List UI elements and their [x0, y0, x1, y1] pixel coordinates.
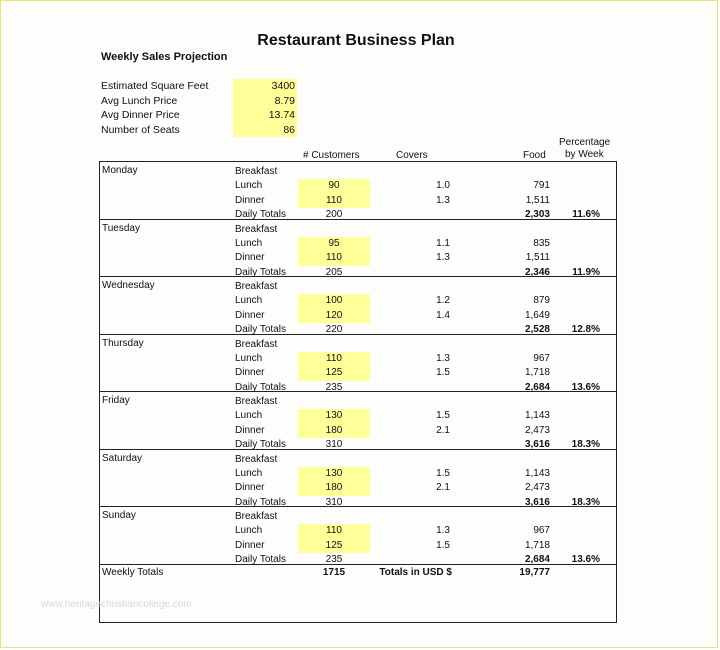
- customers-input-cell[interactable]: 100: [298, 294, 370, 308]
- meal-label: Lunch: [235, 467, 263, 479]
- meal-label: Dinner: [235, 194, 265, 206]
- meal-label: Lunch: [235, 525, 263, 537]
- day-group: [100, 277, 616, 335]
- lunch-row: [100, 352, 616, 366]
- meal-label: Daily Totals: [235, 381, 286, 393]
- breakfast-row: [100, 453, 616, 467]
- meal-label: Daily Totals: [235, 439, 286, 451]
- weekly-total-food: 19,777: [519, 567, 550, 578]
- customers-input-cell[interactable]: 90: [298, 179, 370, 193]
- food-value: 1,511: [525, 252, 550, 264]
- percentage-by-week: 11.9%: [572, 266, 600, 278]
- daily-total-food: 2,684: [524, 381, 550, 393]
- percentage-by-week: 18.3%: [571, 439, 600, 451]
- covers-value: 1.5: [436, 539, 450, 551]
- daily-total-customers: 205: [325, 266, 343, 278]
- day-group: [100, 162, 616, 220]
- meal-label: Lunch: [235, 237, 263, 249]
- weekly-totals-label: Weekly Totals: [102, 567, 164, 578]
- customers-input-cell[interactable]: 110: [298, 352, 370, 366]
- covers-value: 1.1: [436, 237, 450, 249]
- daily-total-food: 2,684: [524, 554, 550, 566]
- input-value-cell[interactable]: 8.79: [233, 94, 297, 109]
- food-value: 2,473: [524, 424, 550, 436]
- food-value: 1,718: [524, 367, 550, 379]
- food-value: 967: [533, 352, 550, 364]
- dinner-row: [100, 309, 616, 323]
- day-name: Tuesday: [102, 222, 140, 234]
- percentage-by-week: 11.6%: [572, 209, 600, 221]
- daily-total-customers: 310: [325, 439, 343, 451]
- breakfast-row: [100, 510, 616, 524]
- meal-label: Dinner: [235, 482, 265, 494]
- section-subtitle: Weekly Sales Projection: [101, 51, 228, 63]
- food-value: 1,143: [524, 467, 550, 479]
- weekly-total-customers: 1715: [322, 567, 346, 578]
- meal-label: Daily Totals: [235, 209, 286, 221]
- breakfast-row: [100, 395, 616, 409]
- day-group: [100, 507, 616, 565]
- food-value: 2,473: [524, 482, 550, 494]
- meal-label: Breakfast: [235, 511, 278, 522]
- input-value-cell[interactable]: 86: [233, 123, 297, 138]
- customers-input-cell[interactable]: 110: [298, 194, 370, 208]
- percentage-by-week: 12.8%: [571, 324, 600, 336]
- daily-total-customers: 310: [325, 496, 343, 508]
- lunch-row: [100, 294, 616, 308]
- day-name: Saturday: [102, 452, 143, 464]
- meal-label: Lunch: [235, 352, 263, 364]
- day-name: Monday: [102, 165, 138, 176]
- lunch-row: [100, 179, 616, 193]
- percentage-by-week: 18.3%: [571, 496, 600, 508]
- customers-input-cell[interactable]: 110: [298, 251, 370, 265]
- dinner-row: [100, 424, 616, 438]
- covers-value: 1.5: [436, 467, 450, 479]
- covers-value: 1.3: [436, 352, 450, 364]
- customers-input-cell[interactable]: 130: [298, 467, 370, 481]
- covers-value: 1.4: [436, 309, 450, 321]
- lunch-row: [100, 524, 616, 538]
- customers-input-cell[interactable]: 180: [298, 424, 370, 438]
- dinner-row: [100, 539, 616, 553]
- daily-total-customers: 220: [325, 324, 343, 336]
- breakfast-row: [100, 338, 616, 352]
- meal-label: Dinner: [235, 539, 265, 551]
- percentage-by-week: 13.6%: [571, 381, 600, 393]
- food-value: 879: [533, 295, 550, 307]
- customers-input-cell[interactable]: 180: [298, 481, 370, 495]
- dinner-row: [100, 251, 616, 265]
- food-value: 1,511: [525, 194, 550, 206]
- header-food: Food: [523, 150, 546, 161]
- header-customers: # Customers: [303, 150, 360, 161]
- meal-label: Breakfast: [235, 281, 278, 292]
- customers-input-cell[interactable]: 95: [298, 237, 370, 251]
- meal-label: Breakfast: [235, 223, 278, 235]
- covers-value: 1.3: [436, 252, 450, 264]
- dinner-row: [100, 481, 616, 495]
- lunch-row: [100, 237, 616, 251]
- daily-total-food: 2,303: [524, 209, 550, 221]
- day-name: Thursday: [102, 337, 144, 349]
- meal-label: Breakfast: [235, 396, 278, 407]
- dinner-row: [100, 366, 616, 380]
- customers-input-cell[interactable]: 110: [298, 524, 370, 538]
- input-label: Avg Lunch Price: [101, 94, 178, 107]
- day-group: [100, 450, 616, 508]
- input-label: Estimated Square Feet: [101, 80, 209, 92]
- meal-label: Dinner: [235, 367, 265, 379]
- meal-label: Breakfast: [235, 453, 278, 465]
- meal-label: Daily Totals: [235, 496, 286, 508]
- watermark: www.heritagechristiancollege.com: [41, 599, 192, 610]
- covers-value: 2.1: [436, 482, 450, 494]
- daily-total-customers: 235: [325, 381, 343, 393]
- covers-value: 1.5: [436, 410, 450, 422]
- daily-total-customers: 235: [325, 554, 343, 566]
- input-label: Number of Seats: [101, 123, 180, 136]
- food-value: 835: [533, 237, 550, 249]
- day-name: Sunday: [102, 510, 136, 521]
- breakfast-row: [100, 280, 616, 294]
- covers-value: 1.5: [436, 367, 450, 379]
- covers-value: 1.3: [436, 194, 450, 206]
- page-title: Restaurant Business Plan: [257, 32, 455, 49]
- meal-label: Lunch: [235, 180, 263, 192]
- food-value: 1,718: [524, 539, 550, 551]
- lunch-row: [100, 467, 616, 481]
- input-label: Avg Dinner Price: [101, 109, 180, 121]
- customers-input-cell[interactable]: 125: [298, 539, 370, 553]
- header-covers: Covers: [396, 150, 428, 161]
- percentage-by-week: 13.6%: [571, 554, 600, 566]
- daily-total-food: 2,528: [524, 324, 550, 336]
- dinner-row: [100, 194, 616, 208]
- breakfast-row: [100, 223, 616, 237]
- meal-label: Breakfast: [235, 338, 278, 350]
- meal-label: Breakfast: [235, 166, 278, 177]
- daily-total-food: 3,616: [524, 496, 550, 508]
- customers-input-cell[interactable]: 125: [298, 366, 370, 380]
- lunch-row: [100, 409, 616, 423]
- day-name: Friday: [102, 395, 130, 406]
- header-by-week: by Week: [565, 149, 604, 160]
- meal-label: Lunch: [235, 295, 263, 307]
- covers-value: 1.2: [436, 295, 450, 307]
- meal-label: Lunch: [235, 410, 263, 422]
- header-percentage: Percentage: [559, 137, 611, 148]
- daily-total-food: 2,346: [524, 266, 550, 278]
- meal-label: Daily Totals: [235, 266, 286, 278]
- food-value: 1,649: [524, 309, 550, 321]
- daily-total-customers: 200: [325, 209, 343, 221]
- input-value-cell[interactable]: 13.74: [233, 108, 297, 123]
- breakfast-row: [100, 165, 616, 179]
- input-value-cell[interactable]: 3400: [233, 79, 297, 94]
- covers-value: 1.0: [436, 180, 450, 192]
- day-name: Wednesday: [102, 280, 155, 291]
- food-value: 967: [533, 525, 550, 537]
- covers-value: 2.1: [436, 424, 450, 436]
- meal-label: Dinner: [235, 424, 265, 436]
- day-group: [100, 335, 616, 393]
- food-value: 791: [533, 180, 550, 192]
- meal-label: Daily Totals: [235, 554, 286, 566]
- day-group: [100, 392, 616, 450]
- weekly-totals-row: [100, 566, 616, 580]
- totals-usd-label: Totals in USD $: [379, 567, 452, 578]
- customers-input-cell[interactable]: 130: [298, 409, 370, 423]
- food-value: 1,143: [524, 410, 550, 422]
- customers-input-cell[interactable]: 120: [298, 309, 370, 323]
- day-group: [100, 220, 616, 278]
- covers-value: 1.3: [436, 525, 450, 537]
- daily-total-food: 3,616: [524, 439, 550, 451]
- meal-label: Daily Totals: [235, 324, 286, 336]
- meal-label: Dinner: [235, 252, 265, 264]
- meal-label: Dinner: [235, 309, 265, 321]
- sales-table: [99, 161, 617, 623]
